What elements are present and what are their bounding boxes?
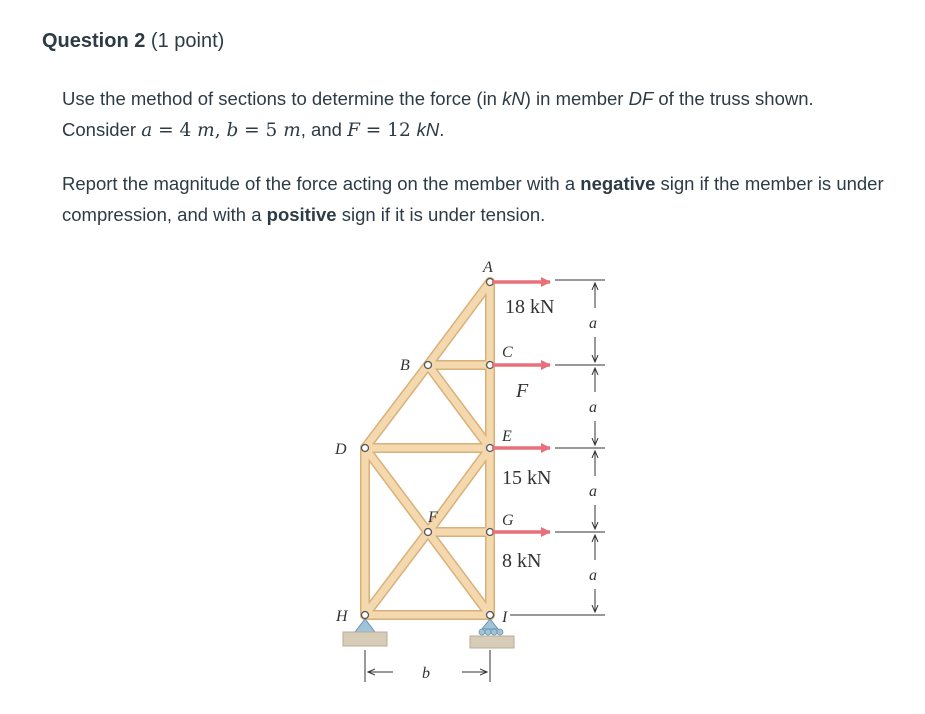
member-FI xyxy=(428,532,490,615)
var-b: b xyxy=(226,120,239,141)
text-segment: Use the method of sections to determine the force (in xyxy=(62,88,503,109)
unit-kn: kN xyxy=(416,119,440,140)
label-C: C xyxy=(502,344,513,361)
question-header xyxy=(42,30,224,53)
joint-F xyxy=(425,529,432,536)
load-label-F: F xyxy=(516,380,529,402)
label-B: B xyxy=(400,357,410,374)
dim-label-b: b xyxy=(422,665,430,682)
pin-support-H xyxy=(343,619,387,646)
truss-figure xyxy=(320,252,620,697)
member-AB xyxy=(428,282,490,365)
value-a: = 4 xyxy=(152,120,198,141)
var-F: F xyxy=(347,120,360,141)
question-label: Question 2 xyxy=(42,30,146,52)
member-FH xyxy=(365,532,428,615)
text-segment: of the truss shown. Consider xyxy=(62,88,814,140)
text-segment: , and xyxy=(300,119,348,140)
unit-kn: kN xyxy=(502,88,525,109)
text-segment: sign if it is under tension. xyxy=(336,204,546,225)
dim-label-a: a xyxy=(589,315,597,332)
load-label-top: 18 kN xyxy=(505,296,555,318)
unit-m: m xyxy=(197,120,215,141)
dim-label-a: a xyxy=(589,483,597,500)
negative-emphasis: negative xyxy=(580,173,656,194)
unit-m: m xyxy=(283,120,301,141)
load-label-bottom: 8 kN xyxy=(502,550,542,572)
joint-B xyxy=(425,362,432,369)
text-segment: . xyxy=(439,119,445,140)
given-values xyxy=(141,120,301,141)
value-F: = 12 xyxy=(359,120,417,141)
label-E: E xyxy=(502,428,512,445)
question-points: (1 point) xyxy=(150,30,225,52)
value-b: = 5 xyxy=(238,120,284,141)
member-DF xyxy=(365,448,428,532)
joint-D xyxy=(362,445,369,452)
joint-I xyxy=(487,612,494,619)
text-segment: ) in member xyxy=(524,88,629,109)
label-A: A xyxy=(483,259,493,276)
label-G: G xyxy=(502,512,514,529)
sign-convention-statement xyxy=(62,168,892,230)
joint-H xyxy=(362,612,369,619)
var-a: a xyxy=(141,120,153,141)
text-segment: Report the magnitude of the force acting on the member with a xyxy=(62,173,581,194)
label-I: I xyxy=(502,609,508,626)
given-F xyxy=(347,120,417,141)
dim-label-a: a xyxy=(589,399,597,416)
separator: , xyxy=(214,120,227,141)
label-F: F xyxy=(428,509,438,526)
member-BD xyxy=(365,365,428,448)
text-segment: sign if the member is under compression, and with a xyxy=(62,173,884,225)
truss-members xyxy=(365,282,490,615)
member-BE xyxy=(428,365,490,448)
label-D: D xyxy=(335,441,347,458)
load-arrows xyxy=(492,282,550,532)
problem-statement xyxy=(62,83,892,146)
load-label-lower: 15 kN xyxy=(502,467,552,489)
roller-support-I xyxy=(470,619,514,648)
dim-label-a: a xyxy=(589,567,597,584)
positive-emphasis: positive xyxy=(266,204,337,225)
member-name: DF xyxy=(628,88,654,109)
label-H: H xyxy=(336,608,348,625)
